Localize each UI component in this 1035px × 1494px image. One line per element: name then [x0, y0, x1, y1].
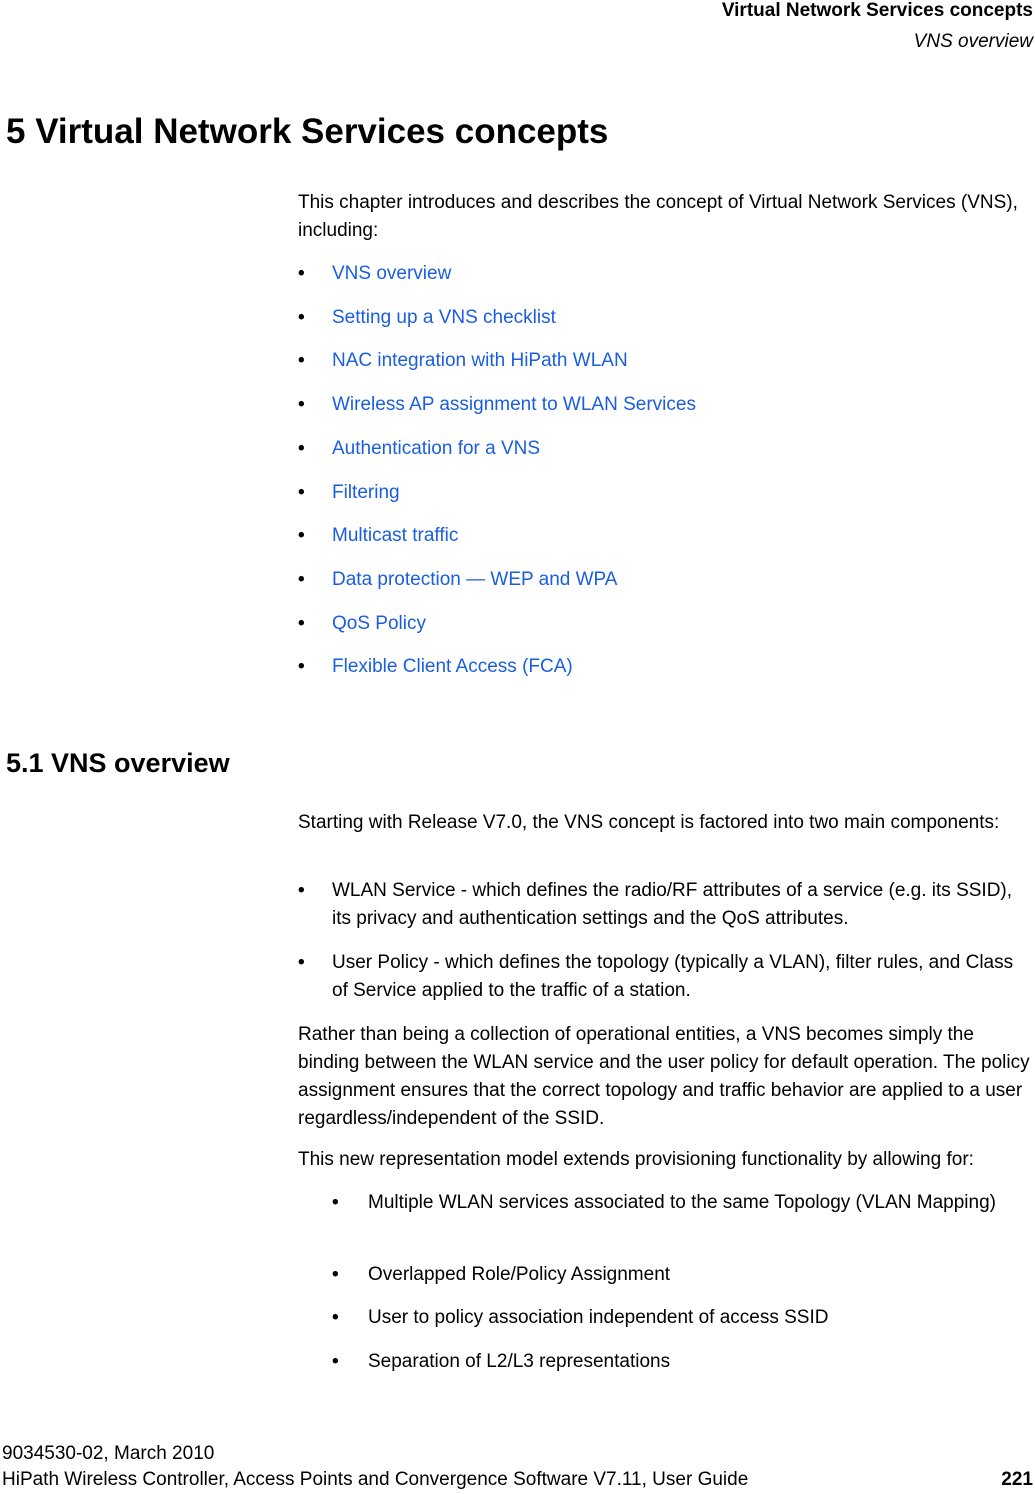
bullet-icon: •: [298, 569, 305, 590]
bullet-icon: •: [298, 307, 305, 328]
toc-link-ap-assignment[interactable]: Wireless AP assignment to WLAN Services: [332, 394, 696, 415]
bullet-icon: •: [298, 394, 305, 415]
bullet-icon: •: [332, 1351, 339, 1372]
toc-link-multicast[interactable]: Multicast traffic: [332, 525, 459, 546]
list-item: [332, 1348, 1032, 1376]
binding-paragraph: Rather than being a collection of operational entities, a VNS becomes simply the binding between the WLAN service and the user policy for default operation. The policy assignment ensures that the correct topology and traffic behavior are applied to a user regardless/independent of the SSID.: [298, 1024, 1030, 1129]
bullet-icon: •: [332, 1307, 339, 1328]
toc-link-vns-overview[interactable]: VNS overview: [332, 263, 452, 284]
list-item: [332, 1189, 1032, 1217]
feature-text: User to policy association independent of access SSID: [368, 1307, 829, 1328]
page-number: 221: [1001, 1469, 1033, 1490]
feature-text: Overlapped Role/Policy Assignment: [368, 1264, 671, 1285]
bullet-icon: •: [298, 952, 305, 973]
toc-link-fca[interactable]: Flexible Client Access (FCA): [332, 656, 573, 677]
feature-text: Separation of L2/L3 representations: [368, 1351, 671, 1372]
toc-link-filtering[interactable]: Filtering: [332, 482, 400, 503]
section-intro-paragraph: Starting with Release V7.0, the VNS concept is factored into two main components:: [298, 812, 1000, 833]
bullet-icon: •: [298, 263, 305, 284]
bullet-icon: •: [298, 880, 305, 901]
component-wlan-service: WLAN Service - which defines the radio/RF attributes of a service (e.g. its SSID), its privacy and authentication settings and the QoS attributes.: [332, 880, 1013, 929]
list-item: [298, 877, 1028, 933]
chapter-title: 5 Virtual Network Services concepts: [6, 112, 609, 151]
list-item: [332, 1304, 1032, 1332]
running-header-section: VNS overview: [913, 31, 1033, 52]
list-item: [298, 949, 1028, 1005]
component-user-policy: User Policy - which defines the topology (typically a VLAN), filter rules, and Class of Service applied to the traffic of a station.: [332, 952, 1014, 1001]
bullet-icon: •: [298, 438, 305, 459]
footer-doc-title: HiPath Wireless Controller, Access Points and Convergence Software V7.11, User Guide: [2, 1469, 749, 1490]
toc-link-data-protection[interactable]: Data protection — WEP and WPA: [332, 569, 618, 590]
running-header-chapter: Virtual Network Services concepts: [721, 0, 1033, 21]
toc-link-vns-checklist[interactable]: Setting up a VNS checklist: [332, 307, 556, 328]
bullet-icon: •: [298, 613, 305, 634]
list-item: [332, 1261, 1032, 1289]
chapter-intro: This chapter introduces and describes the concept of Virtual Network Services (VNS), including:: [298, 192, 1018, 241]
feature-text: Multiple WLAN services associated to the same Topology (VLAN Mapping): [368, 1192, 996, 1213]
toc-link-qos-policy[interactable]: QoS Policy: [332, 613, 426, 634]
bullet-icon: •: [298, 482, 305, 503]
toc-link-authentication[interactable]: Authentication for a VNS: [332, 438, 541, 459]
section-title: 5.1 VNS overview: [6, 748, 230, 778]
footer-doc-id: 9034530-02, March 2010: [2, 1443, 215, 1464]
bullet-icon: •: [298, 656, 305, 677]
bullet-icon: •: [332, 1192, 339, 1213]
bullet-icon: •: [298, 525, 305, 546]
toc-link-nac-integration[interactable]: NAC integration with HiPath WLAN: [332, 350, 628, 371]
bullet-icon: •: [298, 350, 305, 371]
bullet-icon: •: [332, 1264, 339, 1285]
model-paragraph: This new representation model extends provisioning functionality by allowing for:: [298, 1149, 974, 1170]
